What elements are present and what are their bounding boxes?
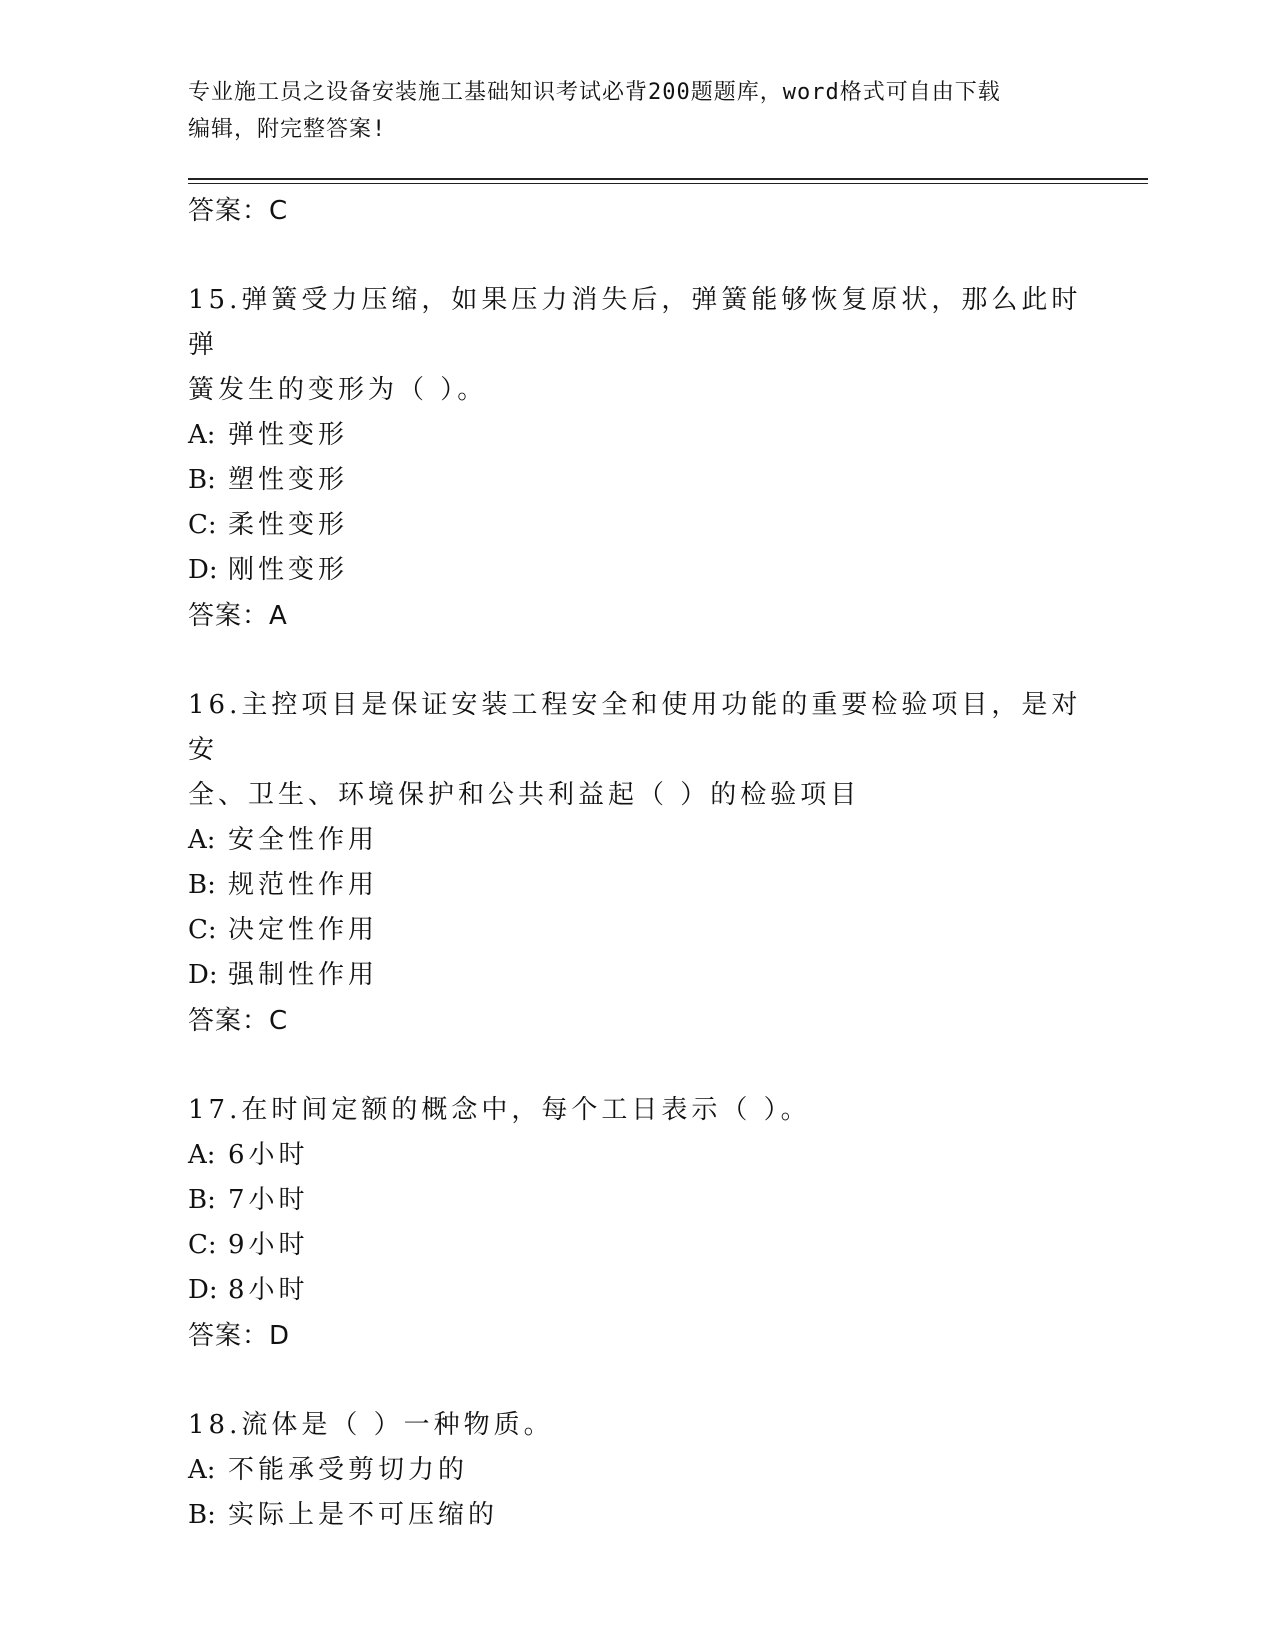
answer: 答案：C — [188, 1006, 289, 1036]
option-letter: D: — [188, 960, 218, 990]
question-stem — [188, 278, 1088, 413]
option-text: 安全性作用 — [228, 825, 379, 855]
option-letter: D: — [188, 1275, 218, 1305]
option-b — [188, 458, 1088, 503]
option-text: 8小时 — [228, 1275, 309, 1305]
option-letter: A: — [188, 1140, 216, 1170]
option-text: 9小时 — [228, 1230, 309, 1260]
option-d — [188, 953, 1088, 998]
question-18 — [188, 1403, 1088, 1538]
document-header — [188, 74, 1088, 148]
spacer — [188, 1359, 1088, 1403]
question-stem — [188, 1088, 1088, 1133]
option-letter: B: — [188, 1185, 216, 1215]
question-16 — [188, 683, 1088, 1044]
document-content — [188, 188, 1088, 1538]
spacer — [188, 1044, 1088, 1088]
option-letter: B: — [188, 870, 216, 900]
option-text: 规范性作用 — [228, 870, 379, 900]
option-text: 实际上是不可压缩的 — [228, 1500, 499, 1530]
question-stem — [188, 1403, 1088, 1448]
option-text: 决定性作用 — [228, 915, 379, 945]
header-line-2: 编辑，附完整答案! — [188, 117, 387, 142]
option-letter: B: — [188, 1500, 216, 1530]
header-line-1: 专业施工员之设备安装施工基础知识考试必背200题题库，word格式可自由下载 — [188, 80, 1001, 105]
option-letter: B: — [188, 465, 216, 495]
option-text: 7小时 — [228, 1185, 309, 1215]
question-17 — [188, 1088, 1088, 1359]
option-c — [188, 503, 1088, 548]
header-rule-thick — [188, 178, 1148, 180]
question-stem-line: 簧发生的变形为（ ）。 — [188, 375, 488, 405]
option-letter: A: — [188, 825, 216, 855]
question-stem-line: 18.流体是（ ）一种物质。 — [188, 1410, 554, 1440]
option-text: 塑性变形 — [228, 465, 349, 495]
question-stem — [188, 683, 1088, 818]
option-letter: D: — [188, 555, 218, 585]
option-a — [188, 1133, 1088, 1178]
question-stem-line: 16.主控项目是保证安装工程安全和使用功能的重要检验项目，是对安 — [188, 690, 1082, 765]
option-d — [188, 548, 1088, 593]
spacer — [188, 639, 1088, 683]
question-15 — [188, 278, 1088, 639]
option-b — [188, 1493, 1088, 1538]
document-page — [188, 0, 1148, 1650]
option-letter: A: — [188, 420, 216, 450]
option-c — [188, 908, 1088, 953]
option-a — [188, 413, 1088, 458]
answer-previous-question: 答案：C — [188, 196, 289, 226]
option-text: 不能承受剪切力的 — [228, 1455, 469, 1485]
spacer — [188, 234, 1088, 278]
question-stem-line: 15.弹簧受力压缩，如果压力消失后，弹簧能够恢复原状，那么此时弹 — [188, 285, 1082, 360]
option-text: 柔性变形 — [228, 510, 349, 540]
answer: 答案：A — [188, 601, 288, 631]
option-text: 强制性作用 — [228, 960, 379, 990]
option-a — [188, 1448, 1088, 1493]
answer: 答案：D — [188, 1321, 291, 1351]
option-b — [188, 1178, 1088, 1223]
option-letter: C: — [188, 1230, 217, 1260]
option-c — [188, 1223, 1088, 1268]
option-d — [188, 1268, 1088, 1313]
option-text: 6小时 — [228, 1140, 309, 1170]
question-stem-line: 17.在时间定额的概念中，每个工日表示（ ）。 — [188, 1095, 811, 1125]
header-rule-thin — [188, 183, 1148, 184]
option-letter: C: — [188, 915, 217, 945]
option-text: 弹性变形 — [228, 420, 349, 450]
option-text: 刚性变形 — [228, 555, 349, 585]
option-letter: A: — [188, 1455, 216, 1485]
option-b — [188, 863, 1088, 908]
option-a — [188, 818, 1088, 863]
question-stem-line: 全、卫生、环境保护和公共利益起（ ）的检验项目 — [188, 780, 861, 810]
option-letter: C: — [188, 510, 217, 540]
